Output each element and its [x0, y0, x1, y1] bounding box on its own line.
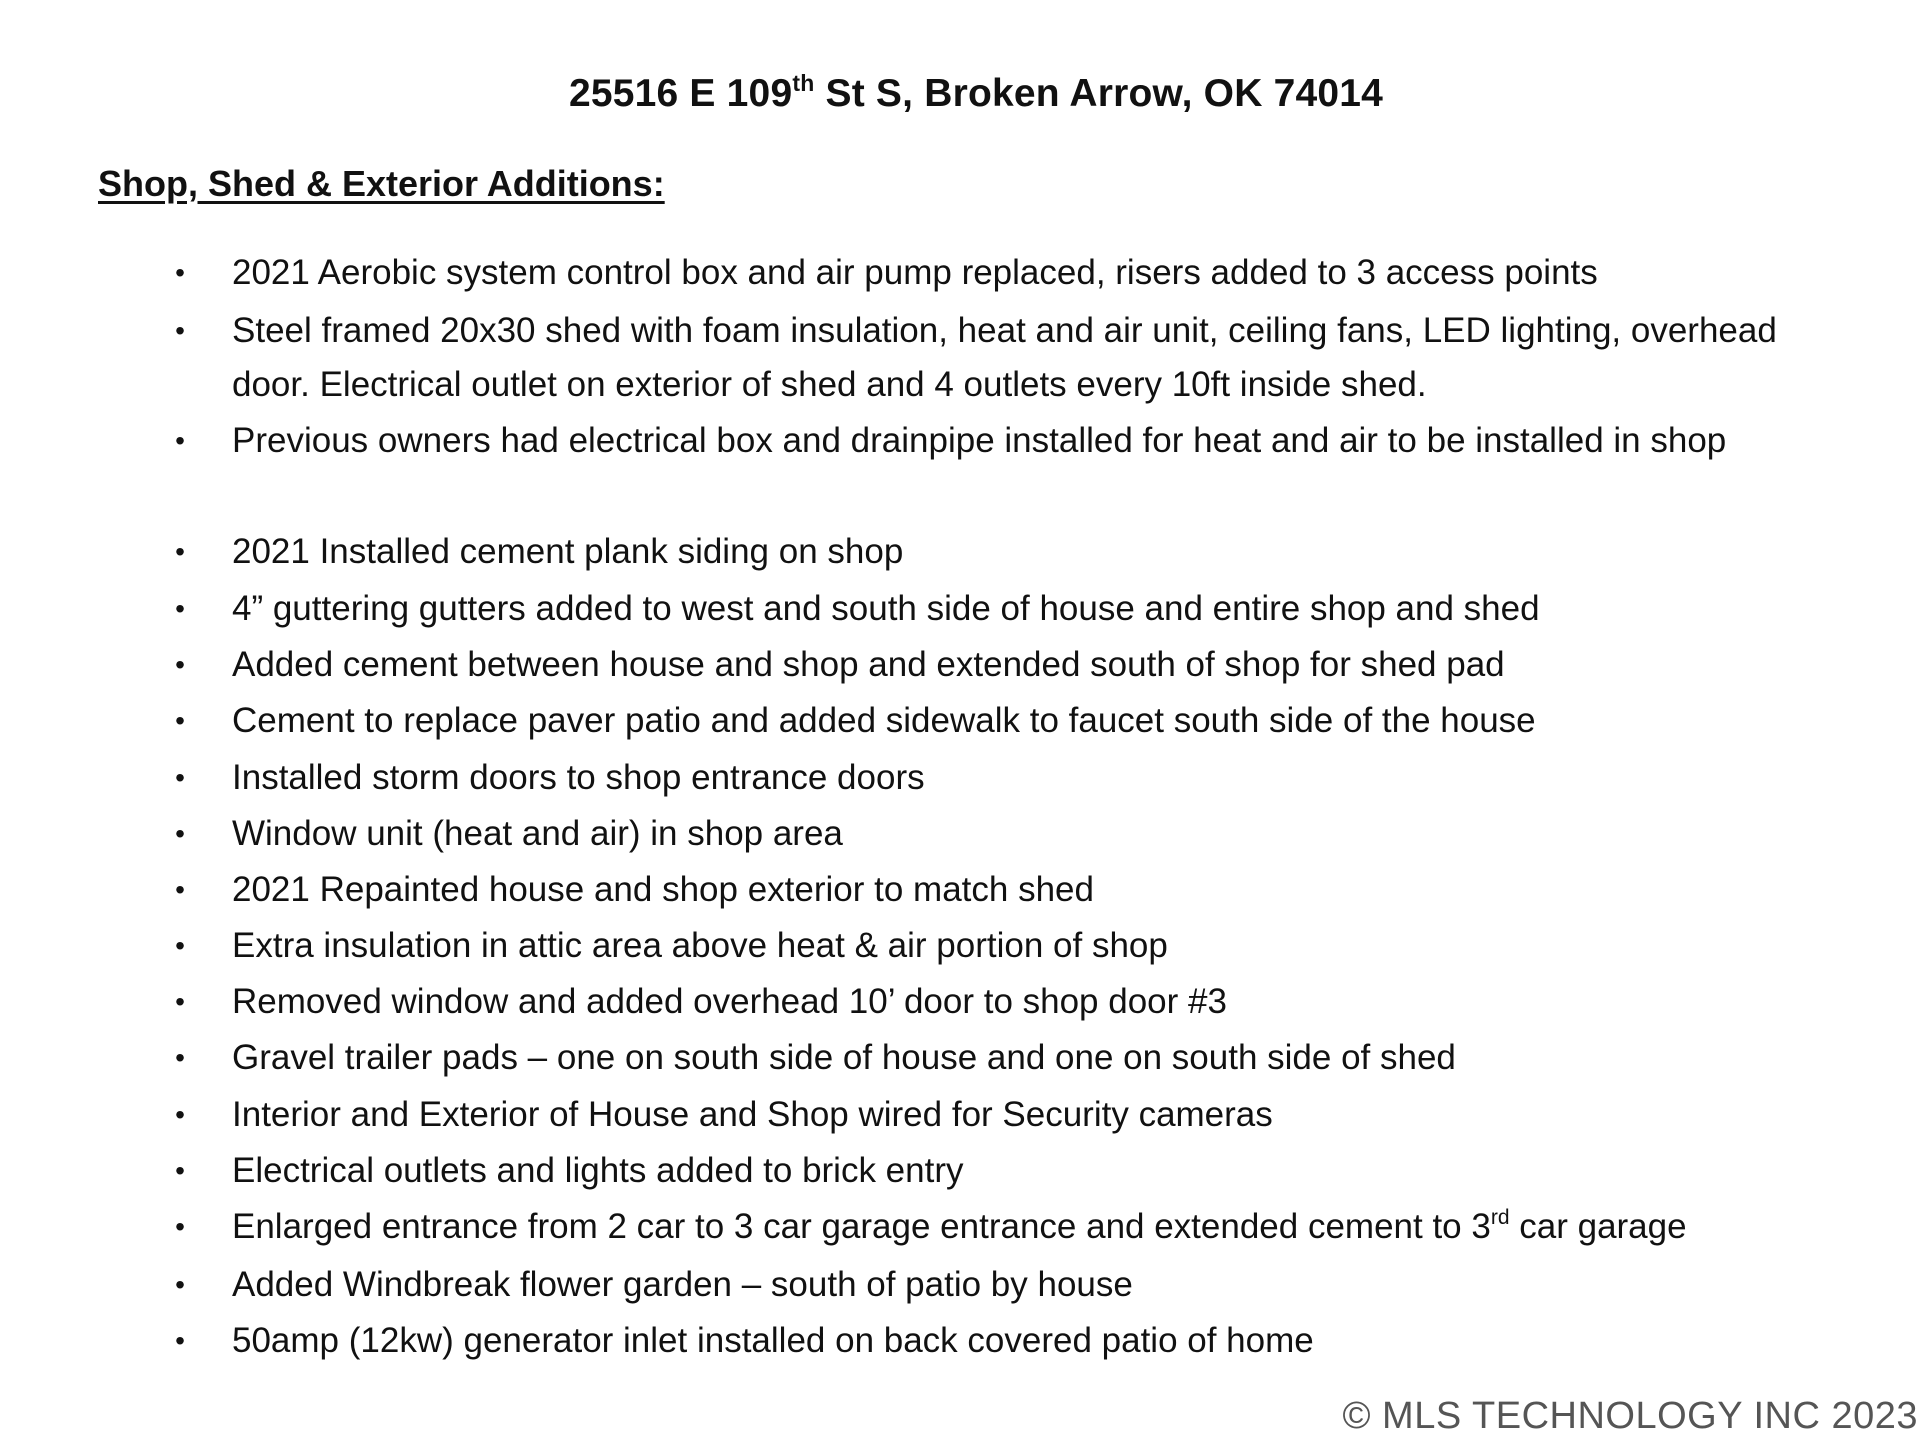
- garage-item-prefix: Enlarged entrance from 2 car to 3 car garage entrance and extended cement to 3: [232, 1207, 1491, 1246]
- list-item: [175, 1258, 1832, 1312]
- bullet-icon: •: [175, 257, 185, 288]
- list-item: [175, 694, 1832, 748]
- list-item: [175, 975, 1832, 1029]
- bullet-icon: •: [175, 649, 185, 680]
- list-item: [175, 246, 1832, 300]
- bullet-icon: •: [175, 818, 185, 849]
- list-item: [175, 1314, 1832, 1368]
- list-item: [175, 582, 1832, 636]
- list-item: [175, 807, 1832, 861]
- list-item: [175, 1200, 1832, 1254]
- list-item-text: 2021 Installed cement plank siding on shop: [232, 532, 904, 571]
- list-item: [175, 863, 1832, 917]
- bullet-icon: •: [175, 425, 185, 456]
- list-item: [175, 414, 1832, 468]
- list-item-text: Cement to replace paver patio and added sidewalk to faucet south side of the house: [232, 701, 1536, 740]
- list-item-text: Previous owners had electrical box and drainpipe installed for heat and air to be installed in shop: [232, 421, 1727, 460]
- copyright-watermark: © MLS TECHNOLOGY INC 2023: [1342, 1395, 1918, 1437]
- title-prefix: 25516 E 109: [568, 72, 793, 115]
- list-item: [175, 1031, 1832, 1085]
- list-item-text: Added cement between house and shop and extended south of shop for shed pad: [232, 645, 1505, 684]
- title-superscript: th: [792, 70, 815, 96]
- bullet-icon: •: [175, 1042, 185, 1073]
- bullet-icon: •: [175, 536, 185, 567]
- list-item-text: Steel framed 20x30 shed with foam insulation, heat and air unit, ceiling fans, LED lighting, overhead door. Electrical outlet on exterior of shed and 4 outlets every 10ft inside shed.: [232, 311, 1777, 404]
- list-item-text: Added Windbreak flower garden – south of patio by house: [232, 1265, 1133, 1304]
- list-item-text: Extra insulation in attic area above heat & air portion of shop: [232, 926, 1168, 965]
- list-item: [175, 751, 1832, 805]
- list-item-text: 2021 Aerobic system control box and air pump replaced, risers added to 3 access points: [232, 253, 1598, 292]
- bullet-icon: •: [175, 1269, 185, 1300]
- bullet-icon: •: [175, 1155, 185, 1186]
- bullet-icon: •: [175, 1211, 185, 1242]
- list-item-text: 50amp (12kw) generator inlet installed on back covered patio of home: [232, 1321, 1314, 1360]
- list-item: [175, 919, 1832, 973]
- bullet-icon: •: [175, 1325, 185, 1356]
- bullet-icon: •: [175, 762, 185, 793]
- title-suffix: St S, Broken Arrow, OK 74014: [814, 72, 1384, 115]
- list-item-text: Window unit (heat and air) in shop area: [232, 814, 843, 853]
- list-item-text: Interior and Exterior of House and Shop wired for Security cameras: [232, 1095, 1273, 1134]
- bullet-icon: •: [175, 986, 185, 1017]
- bullet-icon: •: [175, 874, 185, 905]
- list-item-text: Gravel trailer pads – one on south side of house and one on south side of shed: [232, 1038, 1456, 1077]
- list-item-text: Removed window and added overhead 10’ door to shop door #3: [232, 982, 1227, 1021]
- list-item-text: [232, 1207, 1687, 1246]
- section-heading: Shop, Shed & Exterior Additions:: [98, 163, 665, 204]
- list-item: [175, 1088, 1832, 1142]
- list-item-text: 2021 Repainted house and shop exterior to match shed: [232, 870, 1094, 909]
- list-item: [175, 1144, 1832, 1198]
- bullet-icon: •: [175, 705, 185, 736]
- list-item: [175, 638, 1832, 692]
- bullet-icon: •: [175, 1099, 185, 1130]
- bullet-icon: •: [175, 930, 185, 961]
- list-item-text: 4” guttering gutters added to west and south side of house and entire shop and shed: [232, 589, 1540, 628]
- bullet-icon: •: [175, 593, 185, 624]
- garage-item-suffix: car garage: [1509, 1207, 1687, 1246]
- list-item: [175, 304, 1832, 412]
- list-item-text: Installed storm doors to shop entrance doors: [232, 758, 925, 797]
- list-item-text: Electrical outlets and lights added to brick entry: [232, 1151, 964, 1190]
- bullet-icon: •: [175, 315, 185, 346]
- list-item: [175, 525, 1832, 579]
- garage-item-superscript: rd: [1490, 1206, 1510, 1229]
